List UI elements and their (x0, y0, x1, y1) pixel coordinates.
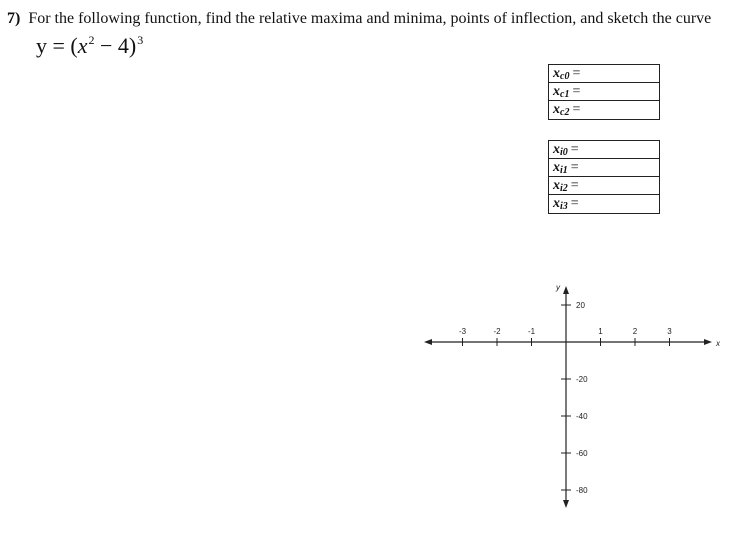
formula-variable: x (77, 33, 88, 58)
equals-sign: = (572, 66, 581, 81)
y-tick-label: -80 (576, 486, 588, 495)
question-text: For the following function, find the relative maxima and minima, points of inflection, and sketch the curve (28, 10, 712, 27)
x-tick-label: -3 (458, 327, 467, 336)
equals-sign: = (572, 102, 581, 117)
y-tick-label: 20 (576, 301, 585, 310)
question-number: 7) (7, 10, 21, 27)
point-base: x (553, 160, 560, 175)
x-tick-label: 2 (632, 327, 638, 336)
formula-inner-exponent: 2 (88, 33, 95, 47)
equals-sign: = (572, 84, 581, 99)
y-axis-bottom-arrow (563, 500, 569, 508)
y-tick-label: -20 (576, 375, 588, 384)
point-base: x (553, 66, 560, 81)
y-tick-label: -40 (576, 412, 588, 421)
equals-sign: = (570, 196, 579, 211)
point-subscript: c0 (560, 71, 570, 82)
formula-outer-exponent: 3 (137, 33, 144, 47)
x-tick-label: -2 (493, 327, 501, 336)
point-subscript: i1 (560, 165, 568, 176)
point-base: x (553, 178, 560, 193)
point-subscript: i2 (560, 183, 568, 194)
point-subscript: c1 (560, 89, 570, 100)
y-tick-label: -60 (576, 449, 588, 458)
y-axis-label: y (556, 283, 560, 292)
equals-sign: = (570, 178, 579, 193)
x-axis-left-arrow (424, 339, 432, 345)
equals-sign: = (570, 160, 579, 175)
formula-middle: − 4) (94, 33, 137, 58)
point-base: x (553, 142, 560, 157)
x-axis-right-arrow (704, 339, 712, 345)
point-base: x (553, 102, 560, 117)
point-base: x (553, 84, 560, 99)
equals-sign: = (570, 142, 579, 157)
point-subscript: c2 (560, 107, 570, 118)
x-axis-label: x (716, 339, 720, 348)
x-tick-label: 1 (598, 327, 603, 336)
y-axis-top-arrow (563, 286, 569, 294)
point-base: x (553, 196, 560, 211)
point-subscript: i3 (560, 201, 568, 212)
axes-group (424, 283, 721, 508)
x-tick-label: -1 (527, 327, 536, 336)
x-tick-label: 3 (667, 327, 672, 336)
point-subscript: i0 (560, 147, 568, 158)
formula-lhs: y = ( (36, 33, 78, 58)
